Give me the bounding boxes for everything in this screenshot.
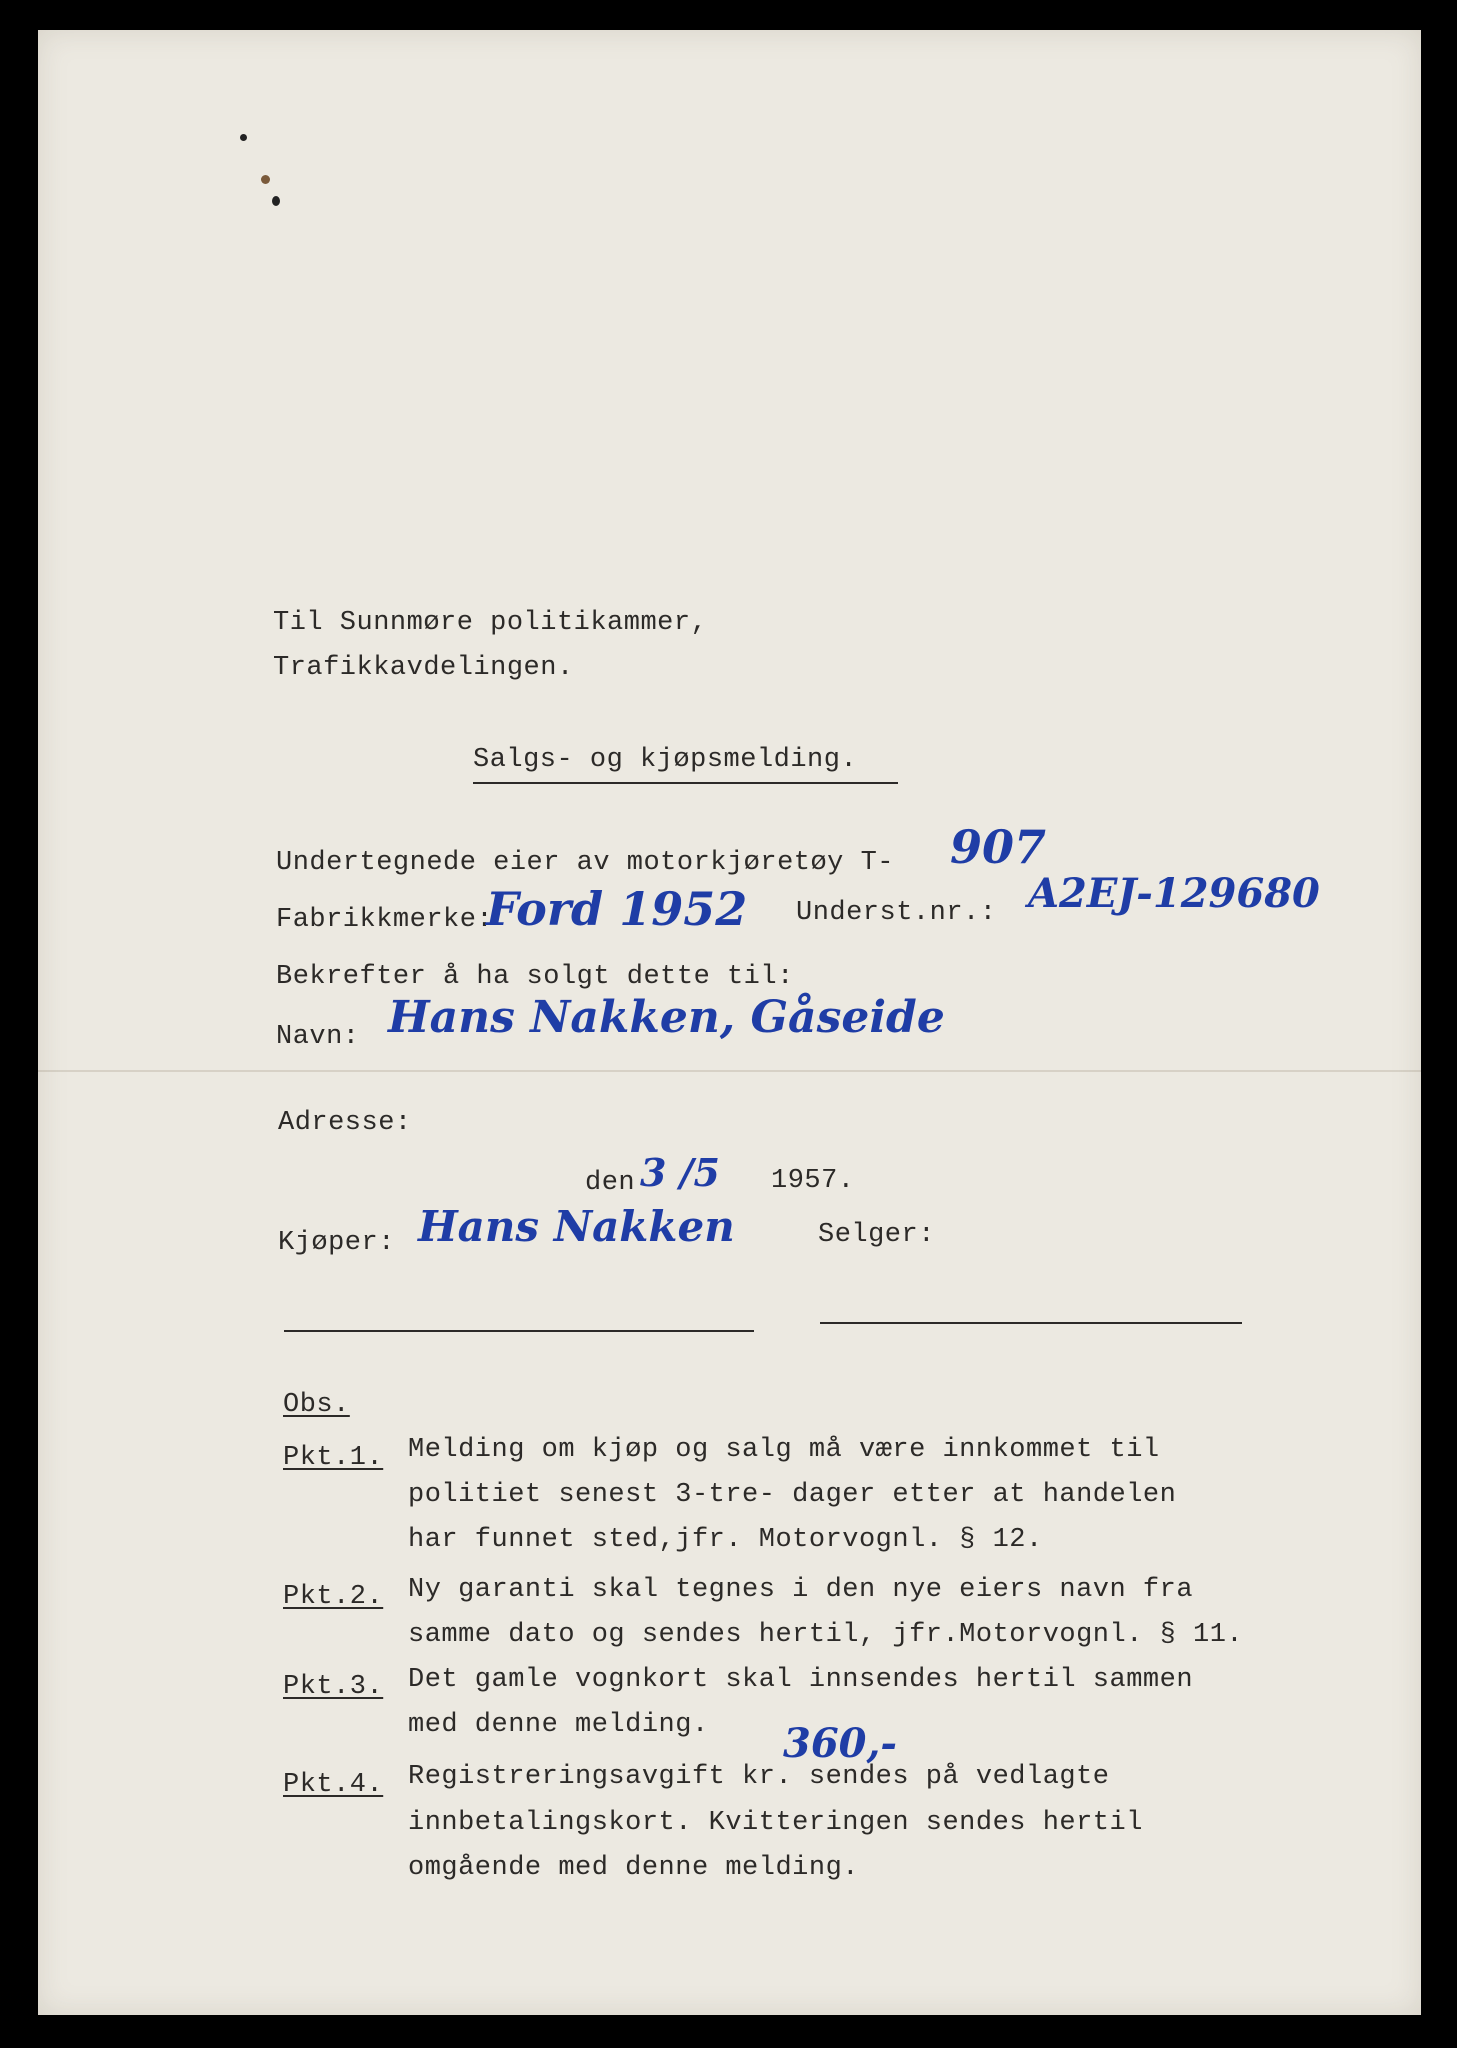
buyer-signature-line — [284, 1330, 754, 1332]
note-label: Pkt.3. — [283, 1672, 384, 1702]
vehicle-label: Undertegnede eier av motorkjøretøy T- — [276, 848, 894, 878]
recipient-line-1: Til Sunnmøre politikammer, — [273, 608, 708, 638]
note-text: innbetalingskort. Kvitteringen sendes hertil — [408, 1808, 1143, 1838]
punch-mark — [261, 175, 270, 184]
note-label: Pkt.1. — [283, 1443, 384, 1473]
note-text: har funnet sted,jfr. Motorvognl. § 12. — [408, 1525, 1043, 1555]
note-text: samme dato og sendes hertil, jfr.Motorvognl. § 11. — [408, 1620, 1244, 1650]
address-label: Adresse: — [278, 1108, 412, 1138]
document-page — [38, 30, 1421, 2015]
buyer-label: Kjøper: — [278, 1228, 395, 1258]
make-value: Ford 1952 — [486, 882, 748, 936]
note-text: Melding om kjøp og salg må være innkommet til — [408, 1435, 1160, 1465]
note-text: Ny garanti skal tegnes i den nye eiers navn fra — [408, 1575, 1194, 1605]
fee-amount: 360,- — [783, 1720, 898, 1767]
note-label: Pkt.2. — [283, 1582, 384, 1612]
note-text: omgående med denne melding. — [408, 1853, 859, 1883]
notes-heading: Obs. — [283, 1390, 350, 1420]
note-text: Registreringsavgift kr. sendes på vedlagte — [408, 1762, 1110, 1792]
date-day-month: 3 /5 — [640, 1150, 720, 1195]
reg-number: 907 — [950, 820, 1047, 874]
punch-mark — [240, 134, 247, 141]
punch-mark — [272, 196, 280, 206]
fold-crease — [38, 1070, 1421, 1072]
seller-label: Selger: — [818, 1220, 935, 1250]
date-prefix: den — [585, 1168, 636, 1198]
chassis-value: A2EJ-129680 — [1028, 870, 1320, 917]
seller-signature-line — [820, 1322, 1242, 1324]
name-value: Hans Nakken, Gåseide — [388, 992, 945, 1043]
note-text: politiet senest 3-tre- dager etter at handelen — [408, 1480, 1177, 1510]
name-label: Navn: — [276, 1022, 360, 1052]
buyer-signature: Hans Nakken — [418, 1202, 735, 1251]
note-text: Det gamle vognkort skal innsendes hertil sammen — [408, 1665, 1194, 1695]
chassis-label: Underst.nr.: — [796, 898, 997, 928]
confirm-text: Bekrefter å ha solgt dette til: — [276, 962, 794, 992]
make-label: Fabrikkmerke: — [276, 905, 494, 935]
title-underline — [473, 782, 898, 784]
note-label: Pkt.4. — [283, 1770, 384, 1800]
recipient-line-2: Trafikkavdelingen. — [273, 653, 574, 683]
date-year: 1957. — [771, 1166, 855, 1196]
note-text: med denne melding. — [408, 1710, 709, 1740]
form-title: Salgs- og kjøpsmelding. — [473, 745, 858, 775]
